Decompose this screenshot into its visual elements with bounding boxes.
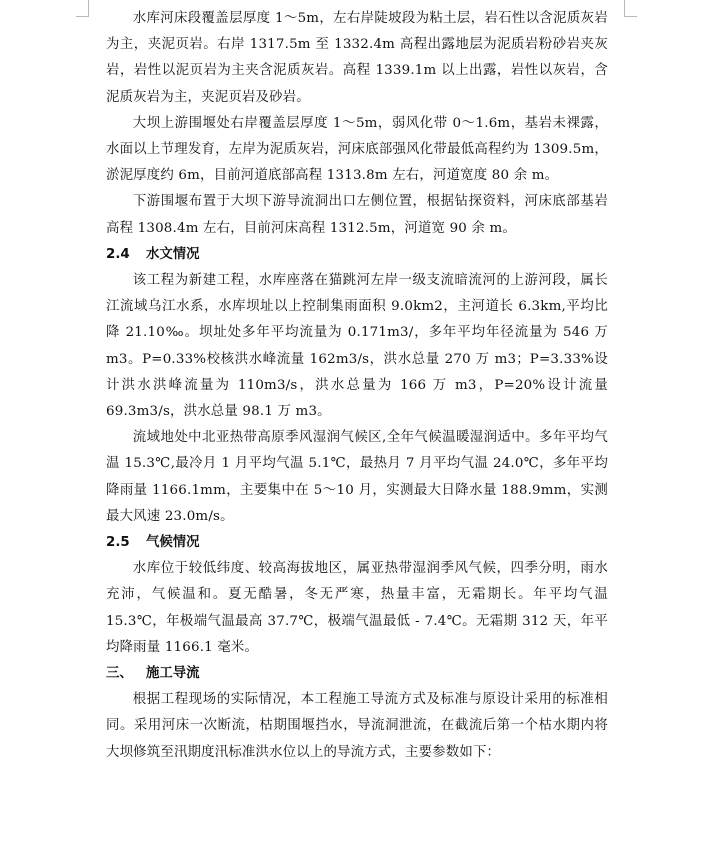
paragraph-downstream-cofferdam: 下游围堰布置于大坝下游导流洞出口左侧位置，根据钻探资料，河床底部基岩高程 1308.4m 左右，目前河床高程 1312.5m，河道宽 90 余 m。 [106,194,608,236]
document-body [106,6,608,766]
paragraph-upstream-cofferdam: 大坝上游围堰处右岸覆盖层厚度 1～5m，弱风化带 0～1.6m，基岩未裸露，水面以上节理发育，左岸为泥质灰岩，河床底部强风化带最低高程约为 1309.5m，淤泥厚度约 6m，目前河道底部高程 1313.8m 左右，河道宽度 80 余 m。 [106,115,608,184]
crop-mark-left-horizontal [76,16,89,17]
crop-mark-left-vertical [88,0,89,16]
crop-mark-right-horizontal [624,16,637,17]
heading-title: 施工导流 [146,666,200,682]
heading-number: 2.5 [106,535,130,551]
heading-hydrology [106,242,608,268]
crop-mark-right-vertical [624,0,625,16]
paragraph-climate: 水库位于较低纬度、较高海拔地区，属亚热带湿润季风气候，四季分明，雨水充沛，气候温和。夏无酷暑，冬无严寒，热量丰富，无霜期长。年平均气温 15.3℃，年极端气温最高 37.7℃，极端气温最低 - 7.4℃。无霜期 312 天，年平均降雨量 1166.1 毫米。 [106,561,608,655]
paragraph-diversion: 根据工程现场的实际情况，本工程施工导流方式及标准与原设计采用的标准相同。采用河床一次断流，枯期围堰挡水，导流洞泄流，在截流后第一个枯水期内将大坝修筑至汛期度汛标准洪水位以上的导流方式，主要参数如下： [106,692,608,760]
heading-number: 2.4 [106,246,130,262]
heading-title: 气候情况 [146,535,200,551]
heading-number: 三、 [106,666,133,682]
heading-title: 水文情况 [146,246,200,262]
paragraph-riverbed-geology: 水库河床段覆盖层厚度 1～5m，左右岸陡坡段为粘土层，岩石性以含泥质灰岩为主，夹泥页岩。右岸 1317.5m 至 1332.4m 高程出露地层为泥质岩粉砂岩夹灰岩，岩性以泥页岩为主夹含泥质灰岩。高程 1339.1m 以上出露，岩性以灰岩，含泥质灰岩为主，夹泥页岩及砂岩。 [106,11,608,105]
paragraph-hydrology-1: 该工程为新建工程，水库座落在猫跳河左岸一级支流暗流河的上游河段，属长江流域乌江水系，水库坝址以上控制集雨面积 9.0km2，主河道长 6.3km,平均比降 21.10‰。坝址处多年平均流量为 0.171m3/，多年平均年径流量为 546 万 m3。P=0.33%校核洪水峰流量 162m3/s，洪水总量 270 万 m3；P=3.33%设计洪水洪峰流量为 110m3/s，洪水总量为 166 万 m3，P=20%设计流量 69.3m3/s，洪水总量 98.1 万 m3。 [106,273,608,420]
heading-construction-diversion [106,661,608,687]
paragraph-hydrology-2: 流域地处中北亚热带高原季风湿润气候区,全年气候温暖湿润适中。多年平均气温 15.3℃,最冷月 1 月平均气温 5.1℃，最热月 7 月平均气温 24.0℃，多年平均降雨量 1166.1mm，主要集中在 5～10 月，实测最大日降水量 188.9mm，实测最大风速 23.0m/s。 [106,430,608,524]
heading-climate [106,530,608,556]
